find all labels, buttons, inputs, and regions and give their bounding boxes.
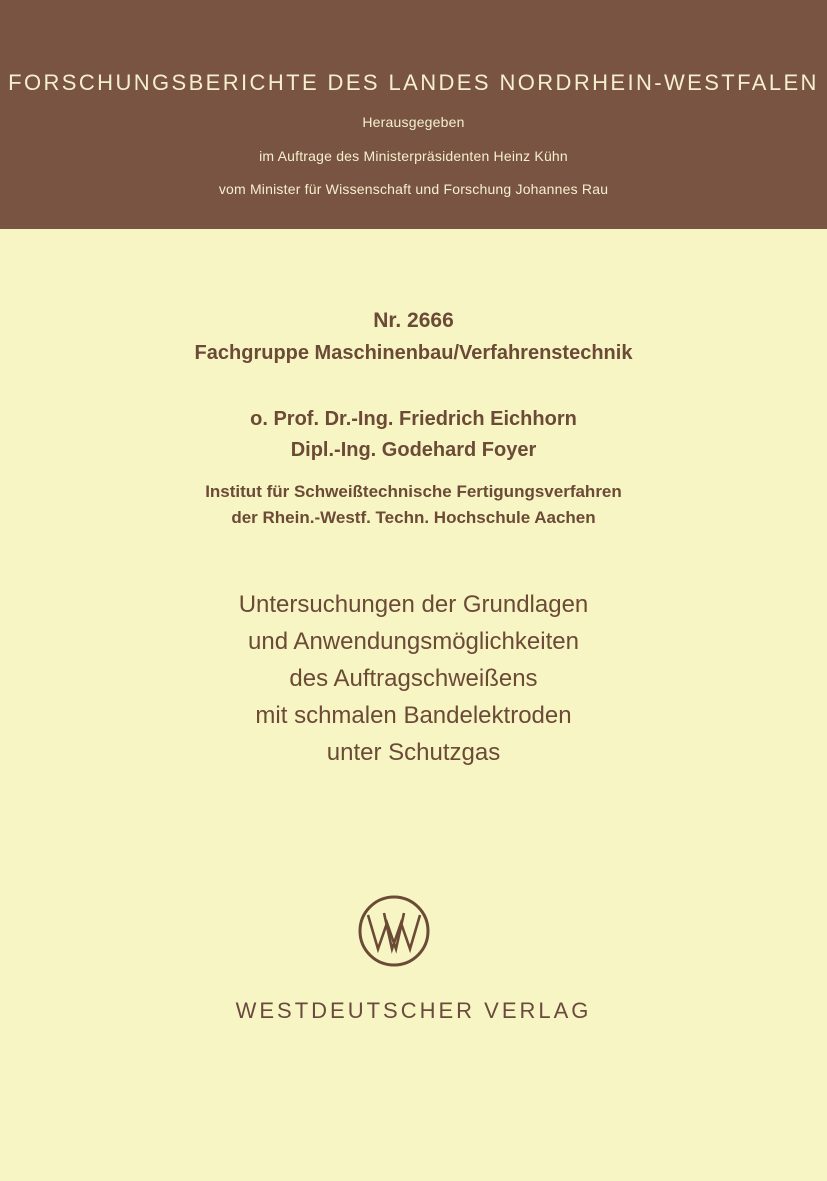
title-line-5: unter Schutzgas — [326, 739, 501, 766]
subject-group: Fachgruppe Maschinenbau/Verfahrenstechnik — [194, 342, 633, 364]
institute-line-1: Institut für Schweißtechnische Fertigungsverfahren — [205, 482, 622, 501]
series-title: FORSCHUNGSBERICHTE DES LANDES NORDRHEIN-WESTFALEN — [8, 70, 819, 95]
title-line-4: mit schmalen Bandelektroden — [255, 702, 572, 729]
publisher-name: WESTDEUTSCHER VERLAG — [235, 998, 592, 1023]
editor-line-minister: vom Minister für Wissenschaft und Forschung Johannes Rau — [218, 181, 609, 197]
author-2: Dipl.-Ing. Godehard Foyer — [290, 439, 537, 461]
author-1: o. Prof. Dr.-Ing. Friedrich Eichhorn — [250, 408, 577, 430]
title-line-2: und Anwendungsmöglichkeiten — [248, 628, 579, 655]
editor-line-published: Herausgegeben — [362, 114, 465, 130]
title-line-1: Untersuchungen der Grundlagen — [238, 591, 589, 618]
institute-line-2: der Rhein.-Westf. Techn. Hochschule Aachen — [231, 508, 596, 527]
editor-line-commission: im Auftrage des Ministerpräsidenten Heinz Kühn — [259, 148, 568, 164]
ww-logo-icon — [356, 893, 432, 969]
report-number: Nr. 2666 — [373, 309, 454, 332]
series-header-band — [0, 0, 827, 229]
title-line-3: des Auftragschweißens — [289, 665, 538, 692]
